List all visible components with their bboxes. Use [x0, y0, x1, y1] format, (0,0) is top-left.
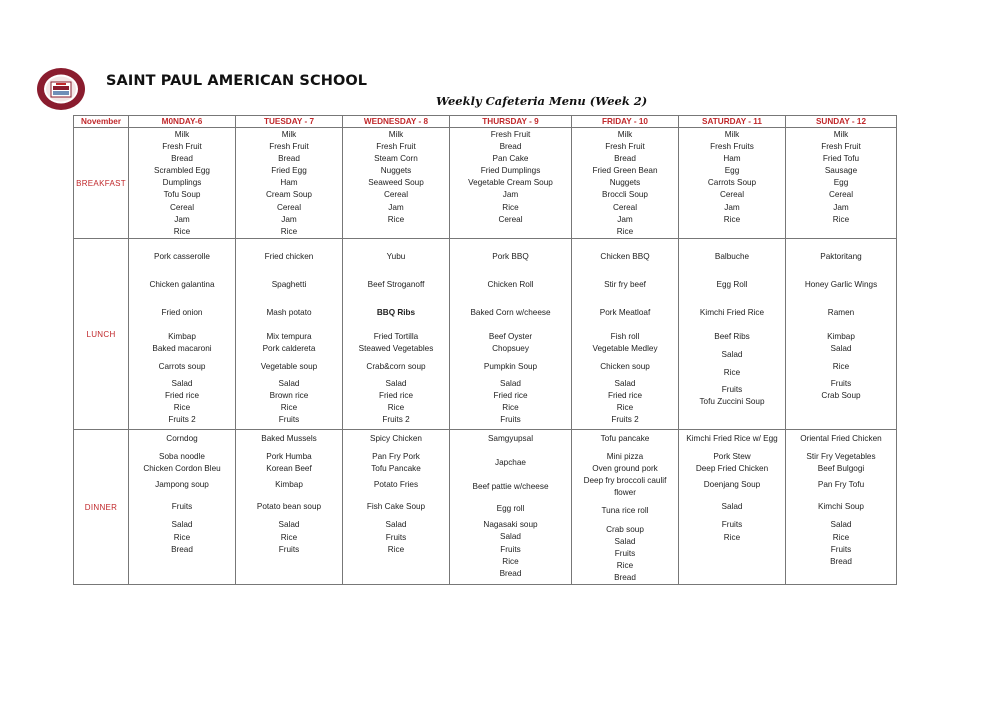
menu-item: Fried Green Bean [592, 166, 658, 176]
school-logo [36, 67, 86, 111]
menu-item: Yubu [386, 252, 406, 261]
menu-item: Fruits [614, 548, 636, 558]
menu-title: Weekly Cafeteria Menu (Week 2) [436, 94, 648, 108]
menu-item: Tofu Pancake [371, 464, 421, 474]
menu-item: Fresh Fruit [376, 142, 416, 152]
menu-item: Egg [833, 178, 849, 188]
menu-item: Fresh Fruits [710, 142, 754, 152]
day-header: TUESDAY - 7 [236, 116, 343, 128]
menu-item: Fruits [385, 532, 407, 542]
menu-item: Milk [833, 130, 849, 139]
menu-item: Beef Oyster [488, 332, 533, 342]
menu-item: Spicy Chicken [370, 434, 422, 443]
menu-item: Steam Corn [374, 154, 418, 164]
menu-item: Baked Mussels [261, 434, 317, 443]
menu-item: Salad [830, 344, 852, 354]
menu-item: Jam [174, 214, 190, 224]
menu-item: Salad [721, 350, 743, 360]
menu-item: Salad [278, 520, 300, 530]
menu-item: Rice [723, 532, 741, 542]
menu-item: Fish roll [610, 332, 640, 342]
day-header: M0NDAY-6 [129, 116, 236, 128]
menu-item: Fruits [278, 414, 300, 424]
menu-item: Salad [721, 502, 743, 512]
menu-item: Fried Dumplings [480, 166, 541, 176]
menu-item: Bread [171, 544, 193, 554]
menu-item: Steawed Vegetables [358, 344, 434, 354]
breakfast-cell [679, 128, 786, 239]
menu-item: Fresh Fruit [490, 130, 531, 139]
menu-item: Chopsuey [492, 344, 529, 354]
menu-item: Fish Cake Soup [366, 502, 426, 512]
day-header: SATURDAY - 11 [679, 116, 786, 128]
menu-item: Mash potato [266, 308, 312, 318]
breakfast-cell [786, 128, 897, 239]
menu-item: Kimchi Fried Rice w/ Egg [686, 434, 778, 443]
menu-item: Fried rice [607, 390, 643, 400]
menu-item: Fresh Fruit [269, 142, 309, 152]
dinner-cell [572, 430, 679, 585]
menu-item: Cereal [276, 202, 302, 212]
menu-item: Chicken soup [600, 362, 650, 372]
menu-item: Rice [387, 544, 405, 554]
menu-item: Salad [500, 378, 521, 388]
dinner-cell [129, 430, 236, 585]
menu-item: Cream Soup [266, 190, 312, 200]
menu-item: Korean Beef [266, 464, 312, 474]
menu-item: Rice [173, 226, 191, 236]
menu-item: Fruits 2 [611, 414, 639, 424]
menu-item: Rice [832, 214, 850, 224]
dinner-cell [450, 430, 572, 585]
menu-item: Beef Stroganoff [367, 280, 425, 290]
menu-item: Deep Fried Chicken [695, 464, 769, 474]
menu-item: Mix tempura [266, 332, 312, 342]
menu-item: Kimchi Soup [818, 502, 864, 512]
menu-item: Mini pizza [606, 452, 644, 462]
menu-item: Pan Cake [492, 154, 529, 164]
menu-item: Bread [499, 142, 522, 152]
menu-item: BBQ Ribs [376, 308, 416, 318]
menu-item: Crab&corn soup [366, 362, 426, 372]
menu-item: Rice [723, 368, 741, 378]
menu-item: Vegetable Medley [592, 344, 658, 354]
menu-item: Salad [830, 520, 852, 530]
menu-item: Rice [832, 362, 850, 372]
menu-item: Spaghetti [271, 280, 307, 290]
menu-item: Rice [502, 402, 519, 412]
menu-item: Beef pattie w/cheese [472, 482, 549, 492]
menu-item: Rice [502, 556, 519, 566]
menu-item: Oven ground pork [592, 464, 658, 474]
menu-item: Pork caldereta [262, 344, 316, 354]
menu-item: Japchae [495, 458, 526, 468]
menu-item: Salad [278, 378, 300, 388]
menu-item: Chicken Cordon Bleu [143, 464, 221, 474]
menu-item: Tofu Soup [163, 190, 201, 200]
breakfast-cell [572, 128, 679, 239]
menu-item: Kimbap [827, 332, 855, 342]
dinner-row [74, 430, 897, 585]
menu-item: Bread [171, 154, 193, 164]
dinner-cell [786, 430, 897, 585]
dinner-cell [343, 430, 450, 585]
menu-item: Fried rice [493, 390, 528, 400]
menu-item: Pan Fry Tofu [817, 480, 865, 490]
menu-item: Fruits [500, 414, 521, 424]
menu-item: Nagasaki soup [483, 520, 538, 530]
menu-item: Pork Meatloaf [599, 308, 651, 318]
menu-item: Baked Corn w/cheese [470, 308, 551, 318]
menu-item: Balbuche [714, 252, 750, 261]
menu-item: Fried Egg [271, 166, 307, 176]
breakfast-cell [129, 128, 236, 239]
menu-item: Pork casserolle [154, 252, 210, 261]
menu-item: Egg Roll [716, 280, 748, 290]
menu-item: Carrots soup [158, 362, 206, 372]
menu-item: Kimbap [168, 332, 196, 342]
menu-item: Rice [616, 226, 634, 236]
menu-item: Rice [832, 532, 850, 542]
menu-item: Ham [280, 178, 298, 188]
menu-item: Fried chicken [264, 252, 314, 261]
lunch-cell [236, 239, 343, 430]
menu-item: Doenjang Soup [703, 480, 761, 490]
menu-item: Tofu pancake [600, 434, 650, 443]
menu-item: Salad [500, 532, 521, 542]
dinner-cell [679, 430, 786, 585]
menu-item: Pork Humba [266, 452, 312, 462]
menu-item: Ham [723, 154, 741, 164]
page-header [36, 64, 966, 114]
menu-item: Fried rice [164, 390, 200, 400]
menu-item: Egg [724, 166, 740, 176]
menu-item: Bread [278, 154, 300, 164]
menu-item: Salad [385, 378, 407, 388]
menu-item: Stir Fry Vegetables [806, 452, 876, 462]
menu-item: Fruits [171, 502, 193, 512]
lunch-cell [343, 239, 450, 430]
day-header: FRIDAY - 10 [572, 116, 679, 128]
menu-item: Salad [614, 536, 636, 546]
menu-item: Jam [833, 202, 849, 212]
lunch-cell [679, 239, 786, 430]
menu-item: Nuggets [380, 166, 412, 176]
menu-item: Rice [387, 402, 405, 412]
menu-item: Chicken Roll [487, 280, 534, 290]
menu-item: Crab soup [606, 524, 644, 534]
menu-item: Ramen [827, 308, 855, 318]
menu-item: Chicken BBQ [600, 252, 650, 261]
menu-item: Samgyupsal [487, 434, 534, 443]
menu-item: Honey Garlic Wings [804, 280, 878, 290]
menu-item: Cereal [169, 202, 195, 212]
menu-item: Salad [171, 520, 193, 530]
menu-item: Tofu Zuccini Soup [699, 396, 765, 406]
menu-item: Pumpkin Soup [483, 362, 538, 372]
breakfast-cell [343, 128, 450, 239]
menu-item: Fruits [721, 384, 743, 394]
menu-item: Milk [174, 130, 190, 139]
menu-item: Salad [614, 378, 636, 388]
dinner-cell [236, 430, 343, 585]
menu-item: Vegetable soup [260, 362, 318, 372]
menu-item: Jam [388, 202, 404, 212]
breakfast-cell [236, 128, 343, 239]
menu-item: Bread [614, 154, 636, 164]
menu-item: Rice [280, 226, 298, 236]
header-row [74, 116, 897, 128]
menu-item: Salad [171, 378, 193, 388]
menu-item: Rice [280, 532, 298, 542]
month-header: November [74, 116, 129, 128]
menu-item: Milk [281, 130, 297, 139]
menu-item: Oriental Fried Chicken [800, 434, 882, 443]
menu-item: Egg roll [496, 504, 525, 514]
menu-item: Cereal [612, 202, 638, 212]
menu-item: Fruits 2 [168, 414, 196, 424]
menu-item: Milk [724, 130, 740, 139]
menu-item: Soba noodle [159, 452, 205, 462]
menu-item: Carrots Soup [707, 178, 757, 188]
menu-item: Pork Stew [713, 452, 751, 462]
menu-item: Bread [614, 572, 636, 582]
lunch-cell [129, 239, 236, 430]
day-header: WEDNESDAY - 8 [343, 116, 450, 128]
menu-item: Sausage [824, 166, 858, 176]
menu-table [73, 115, 897, 585]
menu-item: Jam [281, 214, 297, 224]
menu-item: Stir fry beef [604, 280, 646, 290]
menu-item: Vegetable Cream Soup [468, 178, 553, 188]
menu-item: Jam [617, 214, 633, 224]
lunch-cell [572, 239, 679, 430]
breakfast-cell [450, 128, 572, 239]
menu-item: Kimbap [275, 480, 303, 490]
menu-item: Milk [388, 130, 404, 139]
menu-item: Rice [616, 560, 634, 570]
menu-item: Kimchi Fried Rice [699, 308, 765, 318]
menu-item: Fresh Fruit [162, 142, 202, 152]
menu-item: Bread [499, 568, 522, 578]
menu-item: Broccli Soup [602, 190, 648, 200]
menu-item: Fried Tofu [822, 154, 860, 164]
menu-item: Nuggets [609, 178, 641, 188]
menu-item: Crab Soup [821, 390, 861, 400]
menu-item: Potato bean soup [256, 502, 322, 512]
menu-item: Fruits [721, 520, 743, 530]
meal-label: BREAKFAST [74, 128, 129, 239]
menu-item: Cereal [383, 190, 409, 200]
menu-item: Fried onion [161, 308, 203, 318]
menu-item: Fried Tortilla [373, 332, 419, 342]
menu-item: Fresh Fruit [605, 142, 645, 152]
menu-item: Salad [385, 520, 407, 530]
menu-item: Bread [830, 556, 852, 566]
menu-item: Milk [617, 130, 633, 139]
menu-item: Jam [724, 202, 740, 212]
menu-item: Rice [387, 214, 405, 224]
menu-item: Fruits [830, 544, 852, 554]
menu-item: Dumplings [162, 178, 202, 188]
menu-item: Tuna rice roll [601, 506, 649, 516]
day-header: THURSDAY - 9 [450, 116, 572, 128]
menu-item: Potato Fries [373, 480, 419, 490]
menu-item: Corndog [166, 434, 198, 443]
menu-item: Rice [173, 402, 191, 412]
menu-item: Fried rice [378, 390, 414, 400]
lunch-row [74, 239, 897, 430]
menu-item: Paktoritang [820, 252, 862, 261]
menu-item: Beef Ribs [714, 332, 750, 342]
menu-item: Rice [616, 402, 634, 412]
menu-item: Cereal [828, 190, 854, 200]
school-name: SAINT PAUL AMERICAN SCHOOL [106, 73, 368, 89]
menu-item: Rice [173, 532, 191, 542]
menu-item: Fruits [500, 544, 521, 554]
meal-label: LUNCH [74, 239, 129, 430]
menu-item: Beef Bulgogi [817, 464, 865, 474]
menu-item: Cereal [719, 190, 745, 200]
menu-item: Scrambled Egg [154, 166, 210, 176]
menu-item: Baked macaroni [152, 344, 212, 354]
breakfast-row [74, 128, 897, 239]
menu-item: Cereal [498, 214, 523, 224]
menu-item: Seaweed Soup [368, 178, 424, 188]
menu-item: Rice [502, 202, 519, 212]
menu-item: Chicken galantina [149, 280, 215, 290]
menu-item: Jampong soup [155, 480, 209, 490]
menu-item: Fruits 2 [382, 414, 410, 424]
day-header: SUNDAY - 12 [786, 116, 897, 128]
menu-item: Deep fry broccoli caulif [583, 476, 667, 486]
menu-item: Fresh Fruit [821, 142, 861, 152]
menu-item: Brown rice [269, 390, 309, 400]
menu-item: Rice [280, 402, 298, 412]
lunch-cell [786, 239, 897, 430]
menu-item: Pan Fry Pork [372, 452, 420, 462]
meal-label: DINNER [74, 430, 129, 585]
menu-item: Pork BBQ [492, 252, 529, 261]
menu-item: Fruits [830, 378, 852, 388]
lunch-cell [450, 239, 572, 430]
menu-item: Jam [502, 190, 519, 200]
menu-item: Fruits [278, 544, 300, 554]
menu-item: flower [614, 488, 636, 498]
menu-item: Rice [723, 214, 741, 224]
